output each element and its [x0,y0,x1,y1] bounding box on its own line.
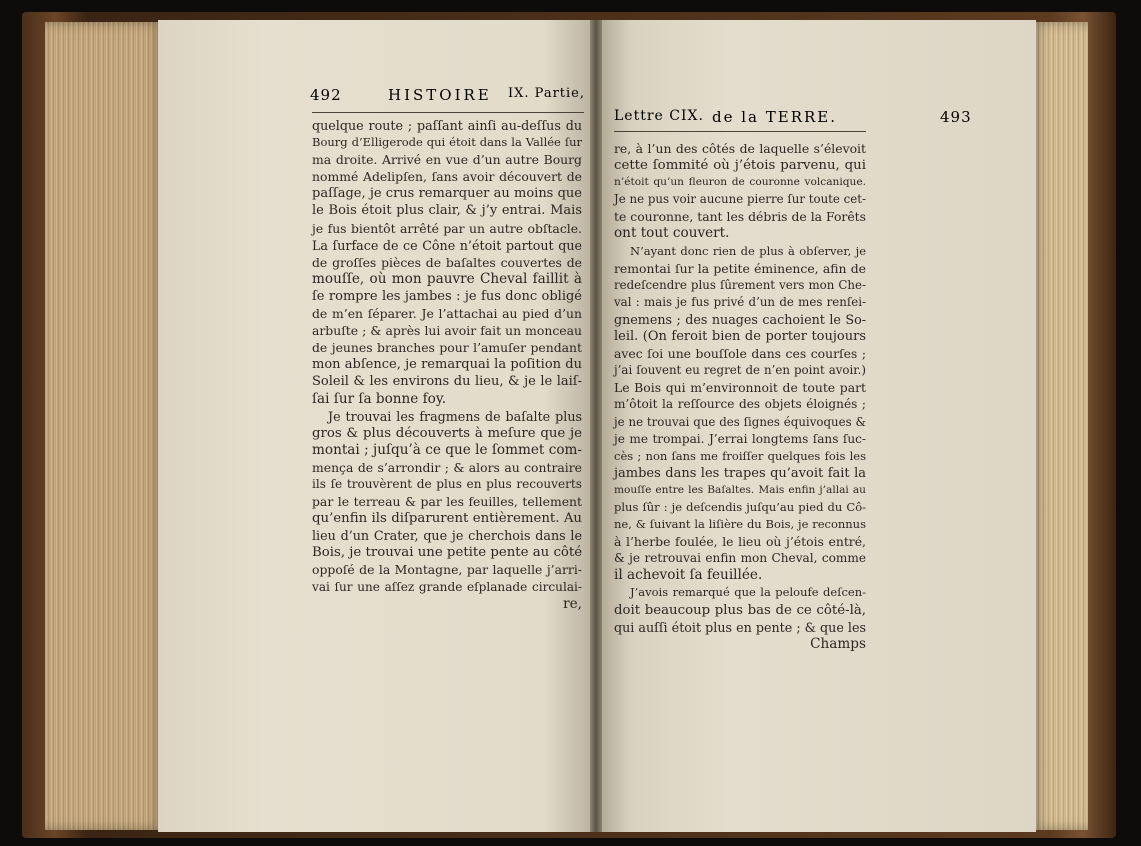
text-line: N’ayant donc rien de plus à obſerver, je [630,243,866,258]
text-line: cès ; non ſans me froiſſer quelques fois les [614,448,866,463]
text-line: gros & plus découverts à meſure que je [312,425,582,441]
text-line: J’avois remarqué que la peloufe deſcen- [630,585,866,600]
text-line: Le Bois qui m’environnoit de toute part [614,380,866,396]
text-line: à l’herbe foulée, le lieu où j’étois entré, [614,534,866,550]
text-line: & je retrouvai enfin mon Cheval, comme [614,551,866,566]
catchword: Champs [810,635,866,652]
text-line: je me trompai. J’errai longtems ſans ſuc- [614,431,866,446]
left-page-edges [45,22,165,830]
text-line: arbuſte ; & après lui avoir fait un monceau [312,323,582,339]
right-page-header [614,84,972,126]
text-line: plus ſûr : je deſcendis juſqu’au pied du Cô- [614,499,866,514]
text-line: Bourg d’Elligerode qui étoit dans la Vallée ſur [312,135,582,150]
left-page-number: 492 [310,86,342,104]
left-page-body [312,117,582,613]
left-header-rule [312,112,584,113]
right-page-edges [1030,22,1088,830]
text-line: ne, & ſuivant la liſière du Bois, je reconnus [614,517,866,532]
right-running-title: de la TERRE. [712,108,838,126]
text-line: leil. (On feroit bien de porter toujours [614,329,866,345]
text-line: ont tout couvert. [614,225,730,242]
right-header-rule [614,131,866,132]
text-line: il achevoit ſa feuillée. [614,567,763,584]
right-page-number: 493 [940,108,972,126]
catchword: re, [563,595,582,612]
text-line: vai ſur une aſſez grande eſplanade circulai- [312,579,582,594]
text-line: La ſurface de ce Cône n’étoit partout que [312,237,582,253]
text-line: ma droite. Arrivé en vue d’un autre Bourg [312,152,582,168]
text-line: re, à l’un des côtés de laquelle s’élevoit [614,141,866,156]
text-line: qu’enfin ils diſparurent entièrement. Au [312,511,582,527]
text-line: je fus bientôt arrêté par un autre obſtacle. [312,220,582,236]
text-line: gnemens ; des nuages cachoient le So- [614,311,866,327]
text-line: ils ſe trouvèrent de plus en plus recouverts [312,476,582,491]
left-part-label: IX. Partie, [508,86,585,101]
text-line: nommé Adelipſen, ſans avoir découvert de [312,169,582,185]
text-line: remontai ſur la petite éminence, afin de [614,260,866,276]
text-line: le Bois étoit plus clair, & j’y entrai. Mais [312,203,582,219]
text-line: Soleil & les environs du lieu, & je le laiſ- [312,374,582,390]
text-line: val : mais je fus privé d’un de mes renſei- [614,294,866,309]
text-line: cette ſommité où j’étois parvenu, qui [614,158,866,174]
text-line: ſai ſur ſa bonne foy. [312,390,447,407]
text-line: lieu d’un Crater, que je cherchois dans le [312,528,582,544]
left-running-title: HISTOIRE [388,86,492,104]
text-line: par le terreau & par les feuilles, tellement [312,494,582,510]
text-line: doit beaucoup plus bas de ce côté-là, [614,602,866,618]
text-line: Bois, je trouvai une petite pente au côté [312,545,583,561]
text-line: m’ôtoit la reſſource des objets éloignés ; [614,397,866,412]
text-line: de jeunes branches pour l’amuſer pendant [312,340,582,356]
text-line: mença de s’arrondir ; & alors au contraire [312,459,582,475]
text-line: mon abſence, je remarquai la poſition du [312,357,582,373]
book-gutter [590,20,602,832]
text-line: n’étoit qu’un fleuron de couronne volcanique. [614,176,866,189]
text-line: avec ſoi une bouſſole dans ces courſes ; [614,346,866,362]
right-page-body [614,140,866,653]
text-line: te couronne, tant les débris de la Forêts [614,209,866,225]
text-line: paſſage, je crus remarquer au moins que [312,186,582,202]
text-line: Je trouvai les fragmens de baſalte plus [328,408,582,424]
text-line: de groſſes pièces de baſaltes couvertes de [312,254,582,270]
text-line: j’ai ſouvent eu regret de n’en point avoir.) [614,363,866,378]
text-line: Je ne pus voir aucune pierre ſur toute cet- [614,192,866,207]
text-line: ſe rompre les jambes : je fus donc obligé [312,288,582,304]
left-page-header [310,84,590,110]
text-line: mouſſe entre les Baſaltes. Mais enfin j’allai au [614,483,866,496]
text-line: je ne trouvai que des ſignes équivoques & [614,414,866,429]
text-line: de m’en ſéparer. Je l’attachai au pied d’un [312,306,582,322]
text-line: oppoſé de la Montagne, par laquelle j’arri- [312,562,582,578]
text-line: mouſſe, où mon pauvre Cheval faillit à [312,270,582,287]
text-line: qui auſſi étoit plus en pente ; & que les [614,619,866,635]
right-letter-label: Lettre CIX. [614,108,704,124]
text-line: montai ; juſqu’à ce que le ſommet com- [312,441,582,458]
text-line: jambes dans les trapes qu’avoit fait la [614,465,866,481]
text-line: quelque route ; paſſant ainſi au-deſſus du [312,118,582,133]
text-line: redeſcendre plus ſûrement vers mon Che- [614,277,866,292]
